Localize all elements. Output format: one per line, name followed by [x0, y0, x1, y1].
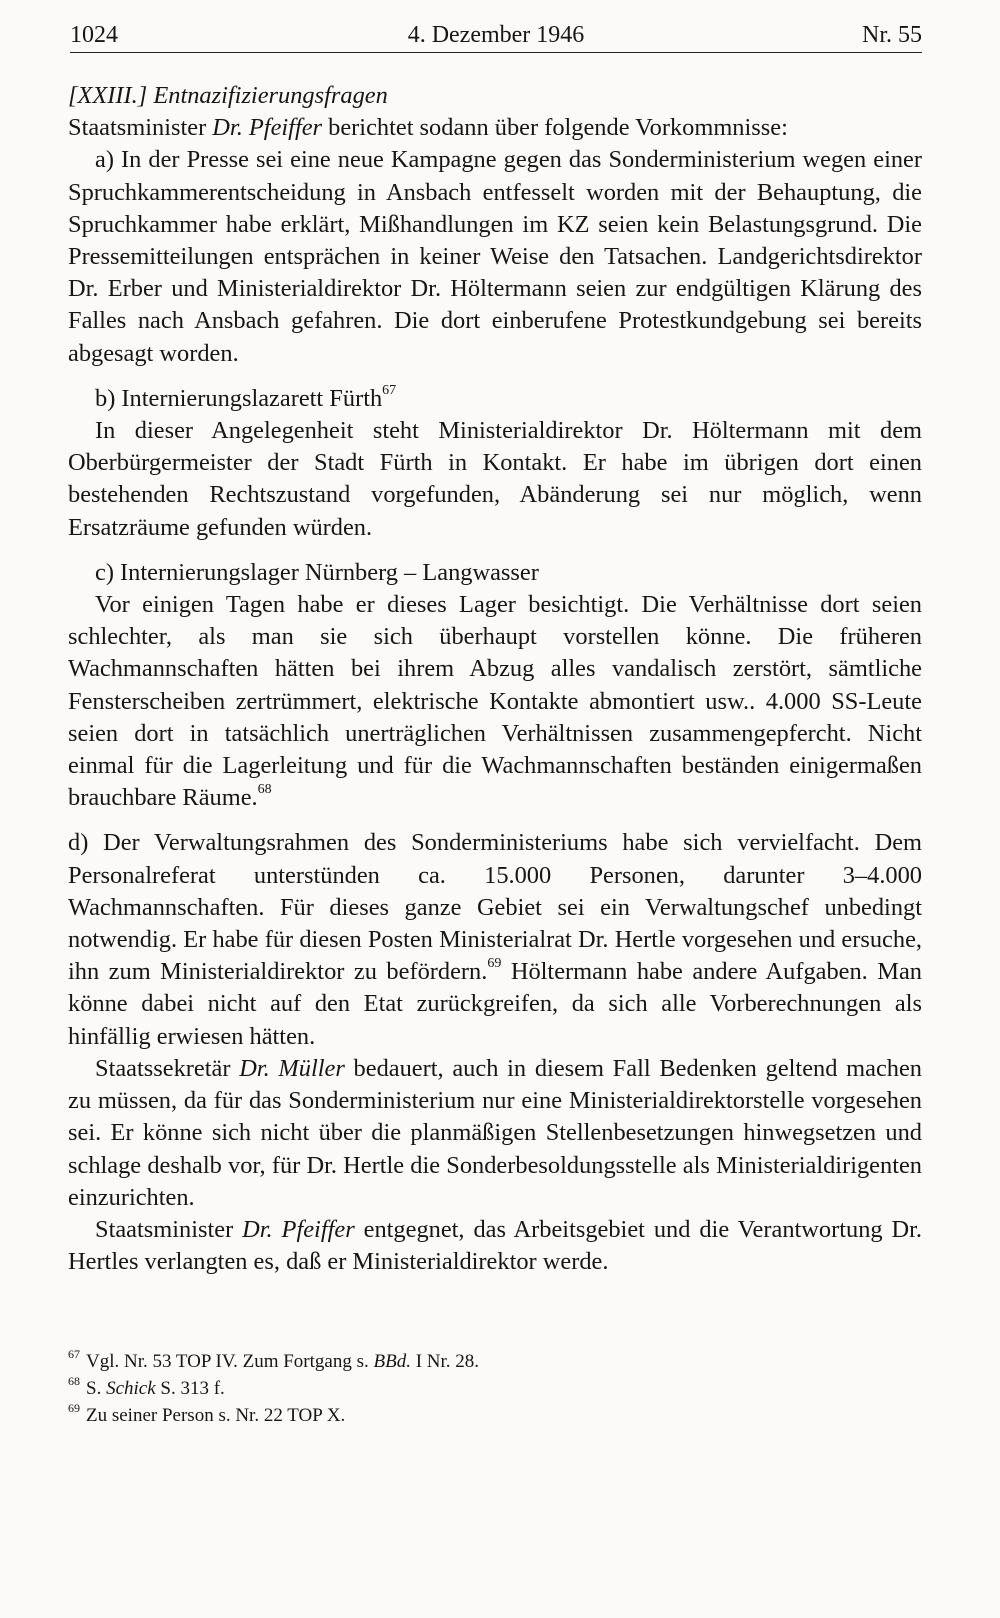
footnote-number: 69 [68, 1400, 80, 1415]
subheading-c: c) Internierungslager Nürnberg – Langwasser [95, 558, 539, 586]
text-run: bedauert, auch in diesem Fall Bedenken geltend machen zu müssen, da für das Sonderministerium nur eine Ministerialdirektorstelle vorgesehen sei. Er könne sich nicht über die planmäßigen Stellenbesetzungen hinwegsetzen und schlage deshalb vor, für Dr. Hertle die Sonderbesoldungsstelle als Ministerialdirigenten einzurichten. [68, 1054, 922, 1211]
text-run: Staatsminister [95, 1215, 243, 1243]
paragraph-mueller [68, 1053, 922, 1214]
section-title: Entnazifizierungsfragen [153, 82, 388, 109]
text-run: Vgl. Nr. 53 TOP IV. Zum Fortgang s. [86, 1351, 374, 1372]
text-run: Staatsminister [68, 114, 213, 142]
text-run: S. 313 f. [155, 1378, 225, 1399]
page-number: 1024 [70, 22, 118, 48]
issue-number: Nr. 55 [862, 22, 922, 48]
footnote-number: 68 [68, 1373, 80, 1388]
speaker-name: Dr. Müller [239, 1054, 345, 1082]
text-run: Vor einigen Tagen habe er dieses Lager besichtigt. Die Verhältnisse dort seien schlechter, als man sie sich überhaupt vorstellen könne. Die früheren Wachmannschaften hätten bei ihrem Abzug alles vandalisch zerstört, sämtliche Fensterscheiben zertrümmert, elektrische Kontakte abmontiert usw.. 4.000 SS-Leute seien dort in tatsächlich unerträglichen Verhältnissen zusammengepfercht. Nicht einmal für die Lagerleitung und für die Wachmannschaften beständen einigermaßen brauchbare Räume. [68, 591, 922, 812]
text-run: I Nr. 28. [410, 1351, 480, 1372]
footnote-ref[interactable]: 67 [382, 382, 397, 398]
italic-reference: Schick [106, 1378, 156, 1399]
speaker-name: Dr. Pfeiffer [212, 114, 323, 142]
paragraph-intro [68, 112, 922, 144]
footnotes [68, 1348, 922, 1429]
footnote [68, 1375, 922, 1402]
main-text [68, 80, 922, 1278]
text-run: entgegnet, das Arbeitsgebiet und die Verantwortung Dr. Hertles verlangten es, daß er Ministerialdirektor werde. [68, 1215, 923, 1276]
speaker-name: Dr. Pfeiffer [242, 1215, 355, 1243]
paragraph-a: a) In der Presse sei eine neue Kampagne gegen das Sonderministerium wegen einer Spruchkammerentscheidung in Ansbach entfesselt worden mit der Behauptung, die Spruchkammer habe erklärt, Mißhandlungen im KZ seien kein Belastungsgrund. Die Pressemitteilungen entsprächen in keiner Weise den Tatsachen. Landgerichtsdirektor Dr. Erber und Ministerialdirektor Dr. Höltermann seien zur endgültigen Klärung des Falles nach Ansbach gefahren. Die dort einberufene Protestkundgebung sei bereits abgesagt worden. [68, 146, 922, 367]
footnote-ref[interactable]: 68 [257, 782, 272, 798]
text-run: berichtet sodann über folgende Vorkommnisse: [322, 114, 788, 142]
footnote [68, 1348, 922, 1375]
footnote-number: 67 [68, 1346, 80, 1361]
text-run: Zu seiner Person s. Nr. 22 TOP X. [86, 1405, 346, 1426]
running-header [70, 20, 922, 53]
footnote-ref[interactable]: 69 [487, 956, 502, 972]
paragraph-c [68, 589, 922, 814]
text-run: d) Der Verwaltungsrahmen des Sonderministeriums habe sich vervielfacht. Dem Personalreferat unterstünden ca. 15.000 Personen, darunter 3–4.000 Wachmannschaften. Für dieses ganze Gebiet sei ein Verwaltungschef unbedingt notwendig. Er habe für diesen Posten Ministerialrat Dr. Hertle vorgesehen und ersuche, ihn zum Ministerialdirektor zu befördern. [68, 829, 922, 986]
text-run: S. [86, 1378, 107, 1399]
header-date: 4. Dezember 1946 [407, 22, 585, 48]
paragraph-pfeiffer-reply [68, 1214, 922, 1278]
paragraph-b: In dieser Angelegenheit steht Ministerialdirektor Dr. Höltermann mit dem Oberbürgermeister der Stadt Fürth in Kontakt. Er habe im übrigen dort einen bestehenden Rechtszustand vorgefunden, Abänderung sei nur möglich, wenn Ersatzräume gefunden würden. [68, 417, 922, 541]
footnote [68, 1402, 922, 1429]
text-run: Staatssekretär [95, 1054, 240, 1082]
subheading-b [68, 383, 922, 415]
paragraph-d [68, 827, 922, 1052]
text-run: Höltermann habe andere Aufgaben. Man könne dabei nicht auf den Etat zurückgreifen, da sich alle Vorberechnungen als hinfällig erwiesen hätten. [68, 958, 922, 1050]
italic-reference: BBd. [373, 1351, 411, 1372]
section-heading [68, 80, 922, 112]
section-number: [XXIII.] [68, 82, 148, 109]
text-run: b) Internierungslazarett Fürth [95, 384, 383, 412]
